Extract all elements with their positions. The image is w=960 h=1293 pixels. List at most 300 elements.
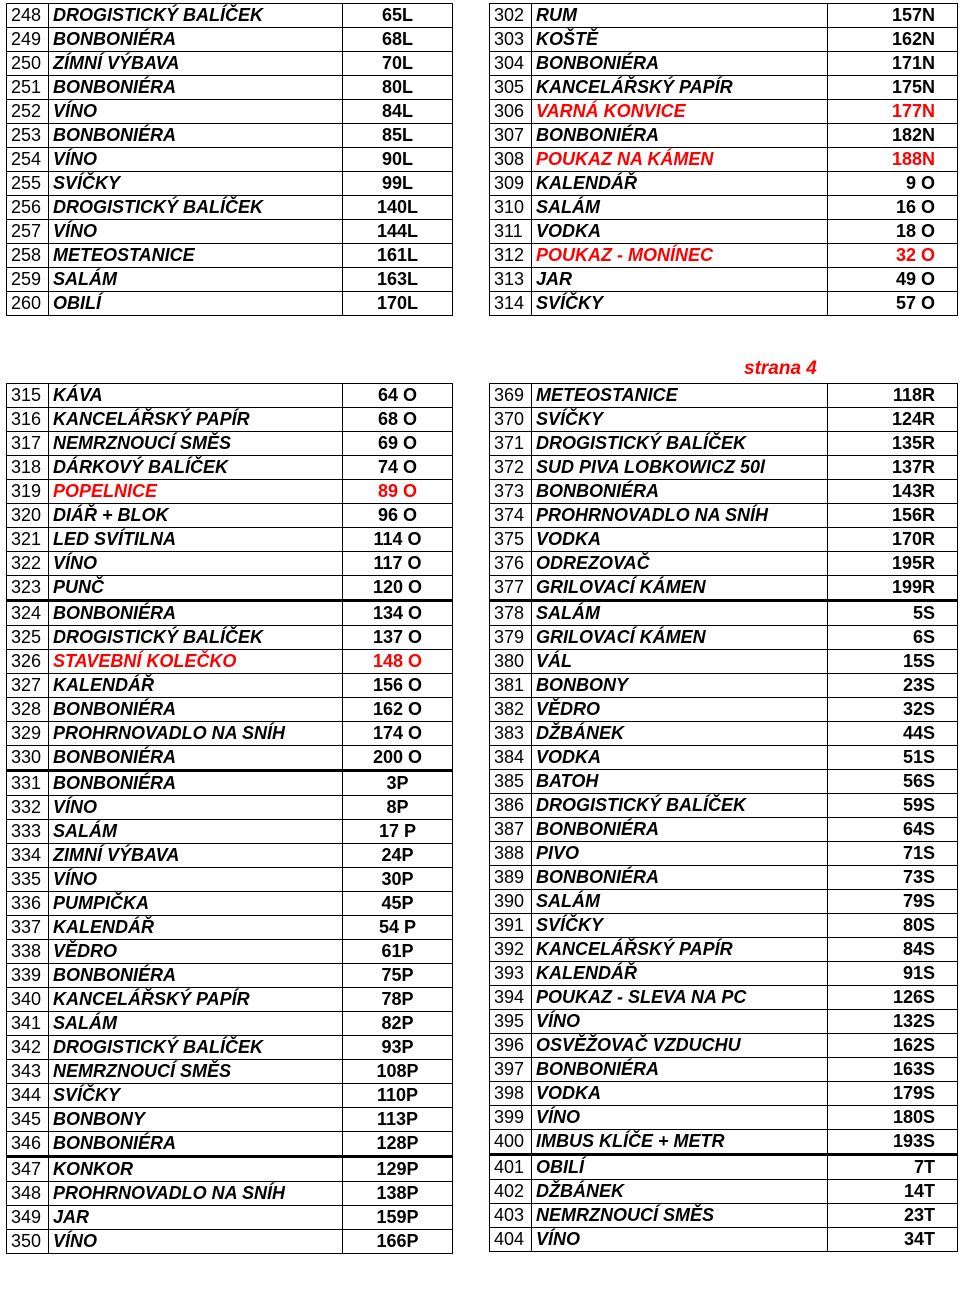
row-number: 330	[7, 746, 49, 771]
item-name: METEOSTANICE	[532, 384, 828, 408]
item-name: SVÍČKY	[49, 1084, 343, 1108]
row-number: 398	[490, 1082, 532, 1106]
item-code: 18 O	[828, 220, 958, 244]
item-code: 91S	[828, 962, 958, 986]
item-code: 3P	[343, 771, 453, 796]
row-number: 307	[490, 124, 532, 148]
item-code: 78P	[343, 988, 453, 1012]
table-row	[490, 986, 958, 1010]
table-row	[7, 674, 453, 698]
item-name: POUKAZ - SLEVA NA PC	[532, 986, 828, 1010]
item-code: 32S	[828, 698, 958, 722]
item-name: VÍNO	[49, 220, 343, 244]
row-number: 325	[7, 626, 49, 650]
item-code: 23T	[828, 1204, 958, 1228]
row-number: 309	[490, 172, 532, 196]
table-row	[490, 746, 958, 770]
table-row	[490, 28, 958, 52]
row-number: 395	[490, 1010, 532, 1034]
row-number: 380	[490, 650, 532, 674]
table-row	[7, 504, 453, 528]
item-name: ZÍMNÍ VÝBAVA	[49, 52, 343, 76]
table-row	[490, 528, 958, 552]
item-code: 64 O	[343, 384, 453, 408]
item-code: 138P	[343, 1182, 453, 1206]
item-code: 32 O	[828, 244, 958, 268]
row-number: 332	[7, 796, 49, 820]
table-row	[490, 100, 958, 124]
item-name: KANCELÁŘSKÝ PAPÍR	[532, 76, 828, 100]
item-name: VODKA	[532, 528, 828, 552]
item-name: BONBONIÉRA	[49, 746, 343, 771]
item-name: BONBONIÉRA	[532, 124, 828, 148]
row-number: 311	[490, 220, 532, 244]
row-number: 393	[490, 962, 532, 986]
table-row	[490, 244, 958, 268]
bottom-left-table	[6, 383, 453, 1254]
table-row	[490, 408, 958, 432]
table-row	[7, 384, 453, 408]
item-code: 163S	[828, 1058, 958, 1082]
row-number: 322	[7, 552, 49, 576]
row-number: 397	[490, 1058, 532, 1082]
item-code: 114 O	[343, 528, 453, 552]
table-row	[7, 576, 453, 601]
item-name: BONBONIÉRA	[532, 1058, 828, 1082]
item-name: POUKAZ NA KÁMEN	[532, 148, 828, 172]
item-name: OBILÍ	[49, 292, 343, 316]
item-name: GRILOVACÍ KÁMEN	[532, 576, 828, 601]
item-name: DŽBÁNEK	[532, 1180, 828, 1204]
row-number: 348	[7, 1182, 49, 1206]
item-code: 128P	[343, 1132, 453, 1157]
item-code: 65L	[343, 4, 453, 28]
row-number: 313	[490, 268, 532, 292]
row-number: 404	[490, 1228, 532, 1252]
table-row	[7, 698, 453, 722]
table-row	[490, 1130, 958, 1155]
item-code: 5S	[828, 601, 958, 626]
item-code: 124R	[828, 408, 958, 432]
row-number: 306	[490, 100, 532, 124]
item-name: NEMRZNOUCÍ SMĚS	[532, 1204, 828, 1228]
item-name: BONBONIÉRA	[49, 124, 343, 148]
item-code: 162N	[828, 28, 958, 52]
table-row	[7, 528, 453, 552]
item-code: 171N	[828, 52, 958, 76]
item-name: VÍNO	[49, 552, 343, 576]
item-name: VÍNO	[532, 1106, 828, 1130]
item-name: DROGISTICKÝ BALÍČEK	[49, 1036, 343, 1060]
row-number: 402	[490, 1180, 532, 1204]
row-number: 339	[7, 964, 49, 988]
item-name: DROGISTICKÝ BALÍČEK	[49, 626, 343, 650]
item-code: 137R	[828, 456, 958, 480]
item-code: 195R	[828, 552, 958, 576]
item-name: JAR	[532, 268, 828, 292]
table-row	[490, 124, 958, 148]
item-code: 71S	[828, 842, 958, 866]
row-number: 345	[7, 1108, 49, 1132]
item-code: 73S	[828, 866, 958, 890]
item-code: 96 O	[343, 504, 453, 528]
table-row	[7, 432, 453, 456]
item-name: VÍNO	[49, 868, 343, 892]
item-name: PROHRNOVADLO NA SNÍH	[49, 1182, 343, 1206]
table-row	[7, 796, 453, 820]
item-name: KALENDÁŘ	[49, 916, 343, 940]
table-row	[490, 1010, 958, 1034]
row-number: 340	[7, 988, 49, 1012]
item-name: ZIMNÍ VÝBAVA	[49, 844, 343, 868]
row-number: 338	[7, 940, 49, 964]
row-number: 392	[490, 938, 532, 962]
row-number: 350	[7, 1230, 49, 1254]
row-number: 304	[490, 52, 532, 76]
item-name: OBILÍ	[532, 1155, 828, 1180]
table-row	[7, 868, 453, 892]
item-name: BONBONIÉRA	[532, 480, 828, 504]
item-name: BONBONIÉRA	[49, 771, 343, 796]
item-name: GRILOVACÍ KÁMEN	[532, 626, 828, 650]
row-number: 381	[490, 674, 532, 698]
row-number: 347	[7, 1157, 49, 1182]
row-number: 379	[490, 626, 532, 650]
item-code: 30P	[343, 868, 453, 892]
table-row	[490, 456, 958, 480]
table-row	[490, 384, 958, 408]
item-name: PUNČ	[49, 576, 343, 601]
item-name: ODREZOVAČ	[532, 552, 828, 576]
row-number: 251	[7, 76, 49, 100]
item-code: 17 P	[343, 820, 453, 844]
table-row	[7, 76, 453, 100]
row-number: 376	[490, 552, 532, 576]
table-row	[7, 650, 453, 674]
item-name: VODKA	[532, 746, 828, 770]
table-row	[490, 626, 958, 650]
item-name: KOŠTĚ	[532, 28, 828, 52]
table-row	[7, 552, 453, 576]
item-name: VÍNO	[49, 148, 343, 172]
item-code: 161L	[343, 244, 453, 268]
item-name: KÁVA	[49, 384, 343, 408]
item-code: 79S	[828, 890, 958, 914]
row-number: 323	[7, 576, 49, 601]
row-number: 403	[490, 1204, 532, 1228]
row-number: 346	[7, 1132, 49, 1157]
table-row	[490, 1034, 958, 1058]
row-number: 336	[7, 892, 49, 916]
row-number: 371	[490, 432, 532, 456]
row-number: 372	[490, 456, 532, 480]
item-name: SVÍČKY	[532, 914, 828, 938]
table-row	[490, 1155, 958, 1180]
table-row	[490, 432, 958, 456]
table-row	[7, 820, 453, 844]
item-code: 156 O	[343, 674, 453, 698]
table-row	[7, 1182, 453, 1206]
row-number: 250	[7, 52, 49, 76]
table-row	[490, 1058, 958, 1082]
item-code: 61P	[343, 940, 453, 964]
table-row	[490, 794, 958, 818]
item-code: 162S	[828, 1034, 958, 1058]
item-code: 180S	[828, 1106, 958, 1130]
table-row	[490, 1204, 958, 1228]
row-number: 374	[490, 504, 532, 528]
item-code: 8P	[343, 796, 453, 820]
table-row	[490, 504, 958, 528]
row-number: 342	[7, 1036, 49, 1060]
table-row	[7, 892, 453, 916]
table-row	[7, 1108, 453, 1132]
table-row	[490, 1180, 958, 1204]
table-row	[7, 244, 453, 268]
table-row	[7, 1012, 453, 1036]
item-code: 99L	[343, 172, 453, 196]
table-row	[490, 818, 958, 842]
item-name: LED SVÍTILNA	[49, 528, 343, 552]
table-row	[490, 914, 958, 938]
row-number: 315	[7, 384, 49, 408]
row-number: 333	[7, 820, 49, 844]
bottom-right-table	[489, 383, 958, 1252]
item-name: BONBONIÉRA	[532, 818, 828, 842]
table-row	[7, 746, 453, 771]
item-code: 140L	[343, 196, 453, 220]
row-number: 341	[7, 1012, 49, 1036]
row-number: 324	[7, 601, 49, 626]
row-number: 255	[7, 172, 49, 196]
item-code: 68L	[343, 28, 453, 52]
item-code: 57 O	[828, 292, 958, 316]
row-number: 331	[7, 771, 49, 796]
item-name: SALÁM	[532, 601, 828, 626]
table-row	[7, 148, 453, 172]
item-code: 59S	[828, 794, 958, 818]
item-name: VÍNO	[532, 1010, 828, 1034]
table-row	[7, 456, 453, 480]
item-name: SALÁM	[49, 268, 343, 292]
row-number: 317	[7, 432, 49, 456]
item-code: 144L	[343, 220, 453, 244]
table-row	[7, 28, 453, 52]
table-row	[490, 866, 958, 890]
table-row	[490, 698, 958, 722]
item-name: PIVO	[532, 842, 828, 866]
row-number: 308	[490, 148, 532, 172]
item-name: VĚDRO	[49, 940, 343, 964]
table-row	[490, 938, 958, 962]
row-number: 319	[7, 480, 49, 504]
item-name: DROGISTICKÝ BALÍČEK	[49, 196, 343, 220]
table-row	[490, 76, 958, 100]
table-row	[490, 148, 958, 172]
table-row	[490, 601, 958, 626]
table-row	[490, 52, 958, 76]
item-name: PROHRNOVADLO NA SNÍH	[532, 504, 828, 528]
row-number: 318	[7, 456, 49, 480]
table-row	[490, 1082, 958, 1106]
item-code: 51S	[828, 746, 958, 770]
row-number: 303	[490, 28, 532, 52]
item-name: OSVĚŽOVAČ VZDUCHU	[532, 1034, 828, 1058]
row-number: 377	[490, 576, 532, 601]
row-number: 396	[490, 1034, 532, 1058]
item-code: 93P	[343, 1036, 453, 1060]
item-name: KANCELÁŘSKÝ PAPÍR	[532, 938, 828, 962]
row-number: 373	[490, 480, 532, 504]
row-number: 252	[7, 100, 49, 124]
row-number: 389	[490, 866, 532, 890]
item-code: 82P	[343, 1012, 453, 1036]
item-name: SALÁM	[532, 196, 828, 220]
row-number: 256	[7, 196, 49, 220]
item-name: SUD PIVA LOBKOWICZ 50l	[532, 456, 828, 480]
row-number: 384	[490, 746, 532, 770]
item-name: KONKOR	[49, 1157, 343, 1182]
item-code: 156R	[828, 504, 958, 528]
row-number: 320	[7, 504, 49, 528]
row-number: 248	[7, 4, 49, 28]
row-number: 253	[7, 124, 49, 148]
item-name: STAVEBNÍ KOLEČKO	[49, 650, 343, 674]
item-code: 143R	[828, 480, 958, 504]
table-row	[490, 1228, 958, 1252]
item-code: 110P	[343, 1084, 453, 1108]
row-number: 369	[490, 384, 532, 408]
item-name: DÁRKOVÝ BALÍČEK	[49, 456, 343, 480]
item-code: 14T	[828, 1180, 958, 1204]
item-code: 200 O	[343, 746, 453, 771]
item-name: DROGISTICKÝ BALÍČEK	[532, 794, 828, 818]
table-row	[490, 552, 958, 576]
item-code: 188N	[828, 148, 958, 172]
table-row	[7, 4, 453, 28]
item-name: BONBONIÉRA	[49, 964, 343, 988]
item-name: VODKA	[532, 220, 828, 244]
row-number: 390	[490, 890, 532, 914]
item-code: 193S	[828, 1130, 958, 1155]
row-number: 399	[490, 1106, 532, 1130]
item-code: 74 O	[343, 456, 453, 480]
item-code: 135R	[828, 432, 958, 456]
row-number: 382	[490, 698, 532, 722]
row-number: 337	[7, 916, 49, 940]
item-name: KALENDÁŘ	[532, 962, 828, 986]
table-row	[490, 4, 958, 28]
item-code: 137 O	[343, 626, 453, 650]
item-code: 80S	[828, 914, 958, 938]
item-name: KANCELÁŘSKÝ PAPÍR	[49, 408, 343, 432]
item-code: 64S	[828, 818, 958, 842]
table-row	[7, 964, 453, 988]
row-number: 385	[490, 770, 532, 794]
item-code: 69 O	[343, 432, 453, 456]
table-row	[7, 268, 453, 292]
item-code: 163L	[343, 268, 453, 292]
item-code: 177N	[828, 100, 958, 124]
row-number: 370	[490, 408, 532, 432]
row-number: 328	[7, 698, 49, 722]
table-row	[7, 940, 453, 964]
item-name: SALÁM	[49, 1012, 343, 1036]
table-row	[7, 220, 453, 244]
item-name: BONBONIÉRA	[49, 698, 343, 722]
table-row	[7, 1060, 453, 1084]
item-name: NEMRZNOUCÍ SMĚS	[49, 432, 343, 456]
item-code: 90L	[343, 148, 453, 172]
item-name: BONBONIÉRA	[49, 1132, 343, 1157]
item-code: 7T	[828, 1155, 958, 1180]
item-name: SVÍČKY	[532, 408, 828, 432]
item-code: 118R	[828, 384, 958, 408]
row-number: 386	[490, 794, 532, 818]
row-number: 310	[490, 196, 532, 220]
item-code: 199R	[828, 576, 958, 601]
item-name: DROGISTICKÝ BALÍČEK	[49, 4, 343, 28]
item-name: RUM	[532, 4, 828, 28]
item-code: 157N	[828, 4, 958, 28]
table-row	[490, 480, 958, 504]
table-row	[7, 172, 453, 196]
table-row	[490, 196, 958, 220]
table-row	[490, 650, 958, 674]
table-row	[7, 916, 453, 940]
table-row	[7, 100, 453, 124]
item-code: 166P	[343, 1230, 453, 1254]
row-number: 257	[7, 220, 49, 244]
table-row	[7, 480, 453, 504]
row-number: 314	[490, 292, 532, 316]
row-number: 335	[7, 868, 49, 892]
table-row	[7, 408, 453, 432]
table-row	[490, 1106, 958, 1130]
table-row	[7, 771, 453, 796]
top-left-table	[6, 3, 453, 316]
row-number: 254	[7, 148, 49, 172]
item-code: 182N	[828, 124, 958, 148]
item-name: VÍNO	[49, 796, 343, 820]
item-code: 134 O	[343, 601, 453, 626]
item-code: 6S	[828, 626, 958, 650]
item-code: 117 O	[343, 552, 453, 576]
item-name: BONBONIÉRA	[532, 866, 828, 890]
item-name: JAR	[49, 1206, 343, 1230]
item-code: 179S	[828, 1082, 958, 1106]
item-code: 129P	[343, 1157, 453, 1182]
row-number: 400	[490, 1130, 532, 1155]
row-number: 394	[490, 986, 532, 1010]
item-name: SVÍČKY	[49, 172, 343, 196]
table-row	[7, 1230, 453, 1254]
item-code: 56S	[828, 770, 958, 794]
item-code: 162 O	[343, 698, 453, 722]
row-number: 321	[7, 528, 49, 552]
item-code: 174 O	[343, 722, 453, 746]
row-number: 258	[7, 244, 49, 268]
row-number: 391	[490, 914, 532, 938]
row-number: 343	[7, 1060, 49, 1084]
row-number: 401	[490, 1155, 532, 1180]
item-name: BONBONIÉRA	[49, 601, 343, 626]
item-code: 108P	[343, 1060, 453, 1084]
row-number: 349	[7, 1206, 49, 1230]
table-row	[490, 220, 958, 244]
item-code: 54 P	[343, 916, 453, 940]
table-row	[7, 1206, 453, 1230]
